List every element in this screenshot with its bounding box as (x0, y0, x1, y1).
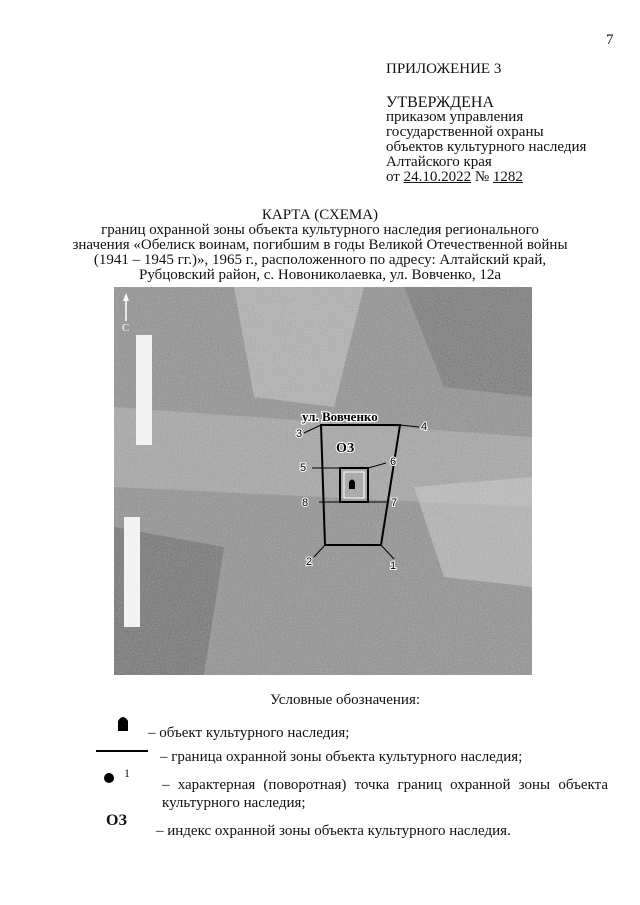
point-label-2: 2 (306, 556, 313, 568)
order-number: 1282 (492, 169, 523, 185)
building (124, 517, 140, 627)
page-number: 7 (606, 32, 614, 48)
monument-icon (116, 714, 130, 732)
aerial-map (114, 287, 532, 675)
legend-text-boundary: – граница охранной зоны объекта культурного наследия; (160, 749, 523, 765)
appendix-label: ПРИЛОЖЕНИЕ 3 (386, 61, 502, 77)
document-title (60, 208, 580, 283)
approval-line-3: объектов культурного наследия (386, 139, 587, 155)
approved-label: УТВЕРЖДЕНА (386, 94, 495, 111)
legend-text-zone-index: – индекс охранной зоны объекта культурного наследия. (156, 823, 511, 839)
date-prefix: от (386, 169, 400, 185)
point-label-1: 1 (390, 560, 397, 572)
approval-line-1: приказом управления (386, 109, 524, 125)
order-date: 24.10.2022 (403, 169, 472, 185)
boundary-line-symbol (96, 750, 148, 752)
title-line-4: Рубцовский район, с. Новониколаевка, ул. Вовченко, 12а (139, 267, 501, 283)
point-label-7: 7 (391, 497, 398, 509)
street-label: ул. Вовченко (302, 409, 378, 424)
point-label-6: 6 (390, 456, 397, 468)
approval-line-4: Алтайского края (386, 154, 492, 170)
point-label-3: 3 (296, 428, 303, 440)
approval-block (386, 62, 626, 185)
point-label-5: 5 (300, 462, 307, 474)
legend-title: Условные обозначения: (269, 692, 421, 708)
title-line-1: границ охранной зоны объекта культурного наследия регионального (101, 222, 539, 238)
approval-date-line (386, 170, 626, 185)
point-label-8: 8 (302, 497, 309, 509)
monument-icon (349, 480, 355, 490)
north-label: С (122, 322, 130, 334)
point-symbol (104, 773, 114, 783)
zone-index-symbol: ОЗ (106, 812, 127, 829)
legend-text-point: – характерная (поворотная) точка границ охранной зоны объекта культурного наследия; (162, 777, 608, 811)
legend-text-object: – объект культурного наследия; (148, 725, 350, 741)
number-prefix: № (474, 169, 490, 185)
title-line-2: значения «Обелиск воинам, погибшим в годы Великой Отечественной войны (72, 237, 568, 253)
approval-line-2: государственной охраны (386, 124, 544, 140)
building (136, 335, 152, 445)
map-heading: КАРТА (СХЕМА) (261, 207, 379, 223)
point-symbol-number: 1 (124, 766, 130, 780)
title-line-3: (1941 – 1945 гг.)», 1965 г., расположенного по адресу: Алтайский край, (93, 252, 547, 268)
point-label-4: 4 (421, 421, 428, 433)
zone-index-label: ОЗ (336, 441, 355, 456)
